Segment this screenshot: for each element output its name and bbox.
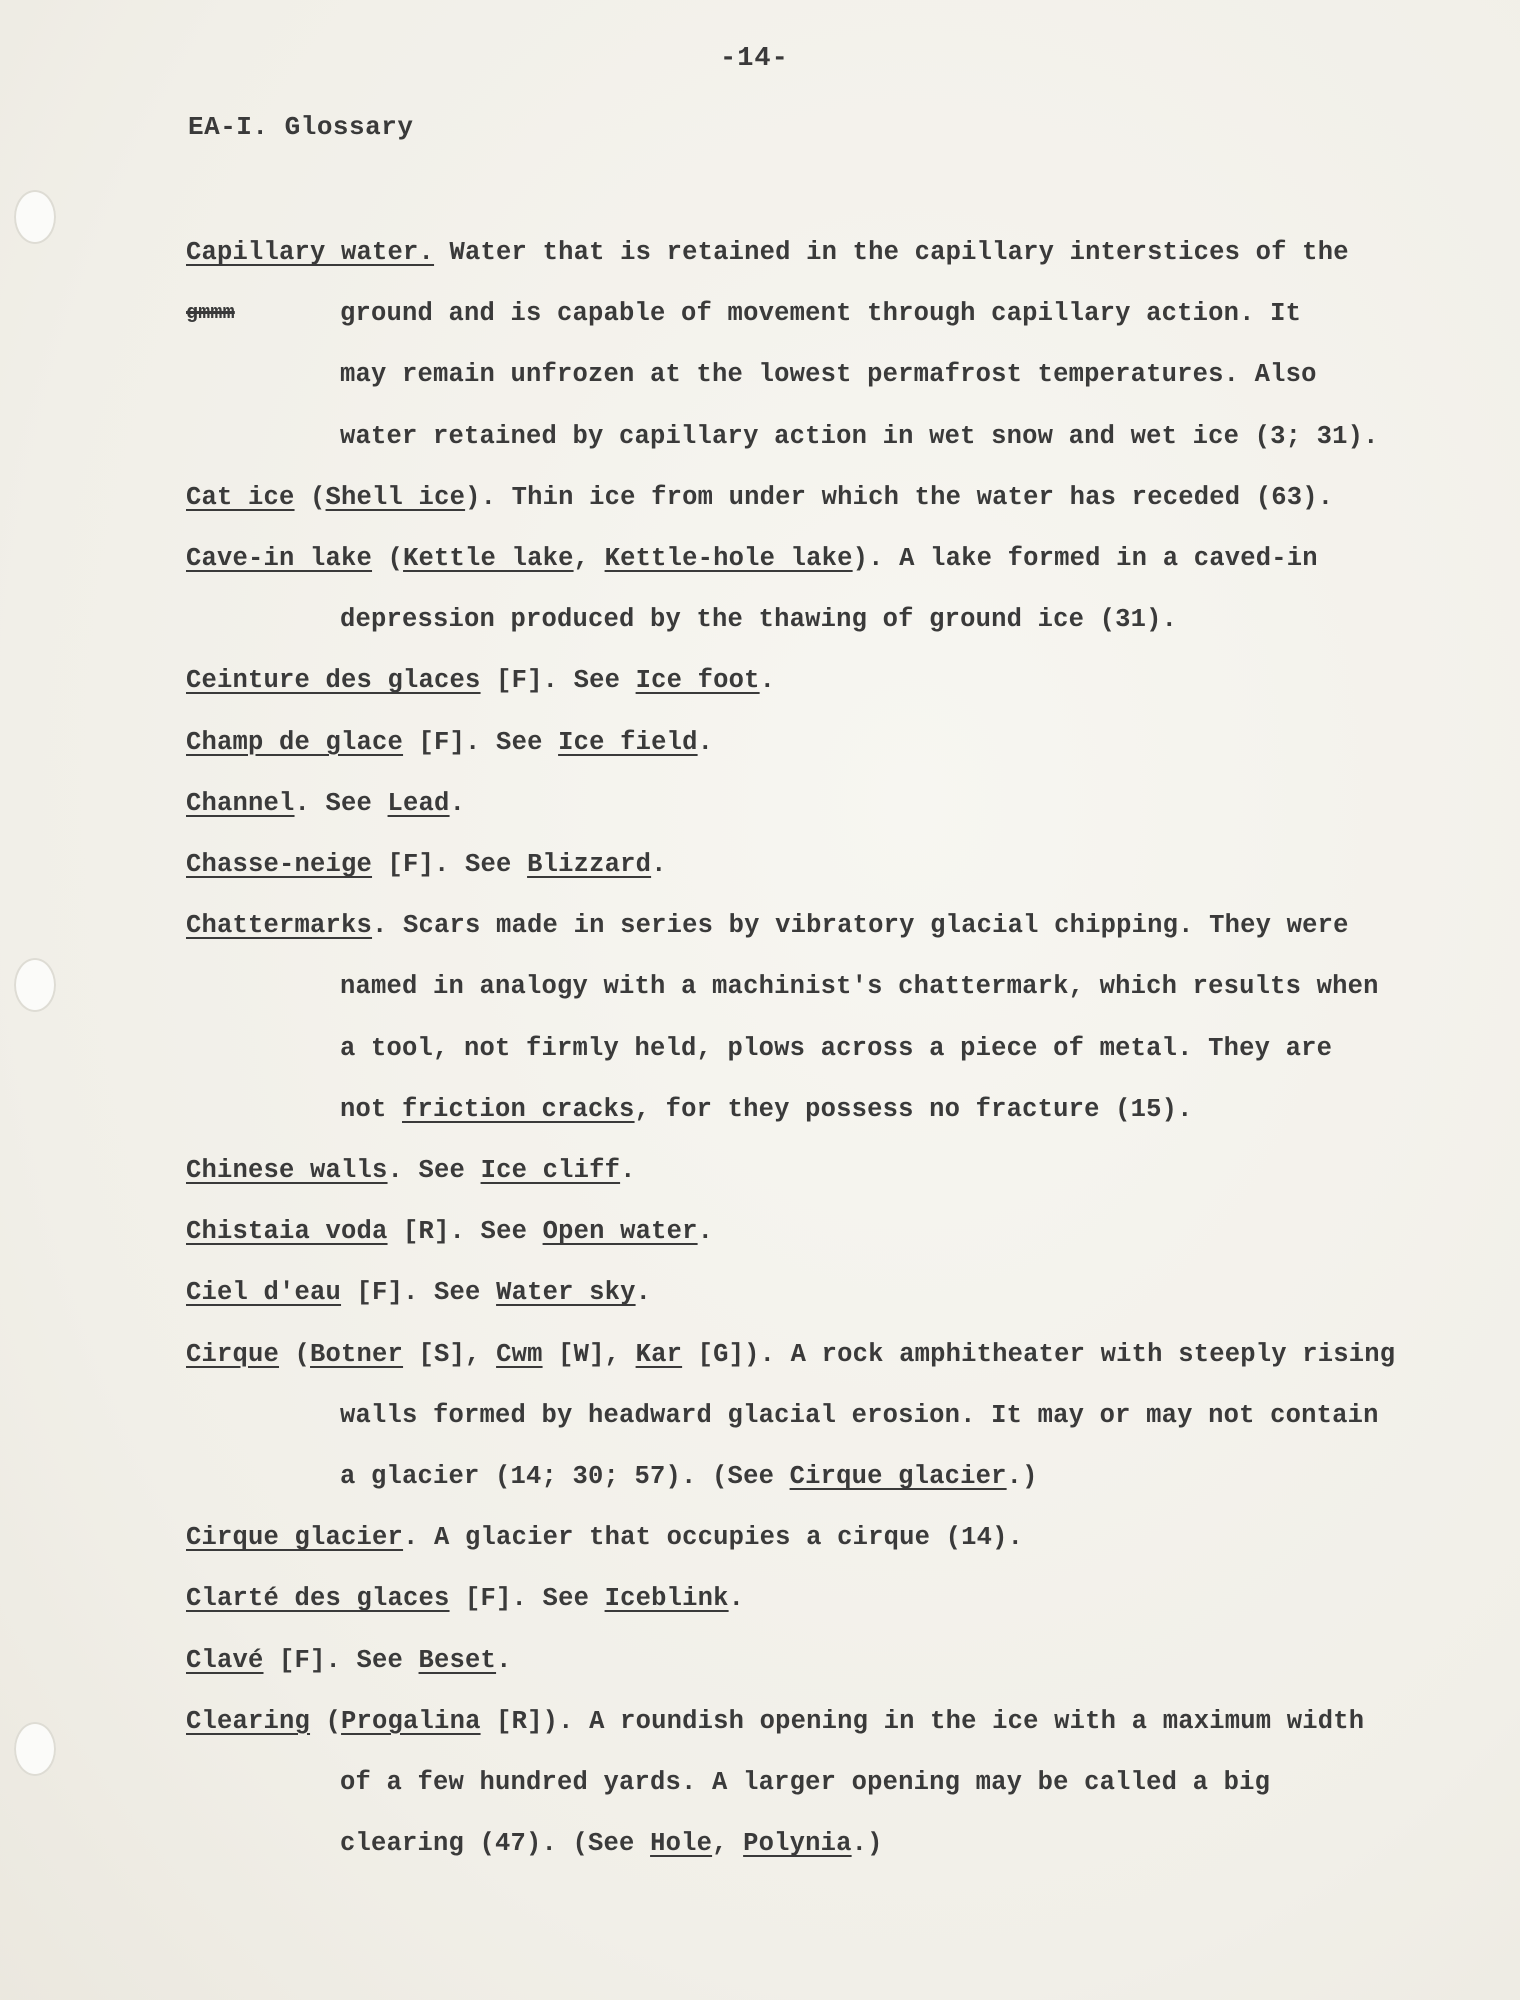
entry-capillary-water: Capillary water. Water that is retained in the capillary interstices of the gmmm ground and is capable of movement through capillary action. It may remain unfrozen at the lowest permafrost temperatures. Also water retained by capillary action in wet snow and wet ice (3; 31). bbox=[186, 238, 1379, 451]
entry-synonym: Botner bbox=[310, 1339, 404, 1369]
entry-reference: Cirque glacier bbox=[789, 1462, 1007, 1492]
entry-term: Cat ice bbox=[186, 482, 295, 512]
struck-text: gmmm bbox=[186, 302, 235, 326]
entry-chistaia-voda: Chistaia voda [R]. See Open water. bbox=[186, 1217, 714, 1247]
entry-term: Clearing bbox=[186, 1706, 311, 1736]
entry-clearing: Clearing (Progalina [R]). A roundish opening in the ice with a maximum width of a few hundred yards. A larger opening may be called a big clearing (47). (See Hole, Polynia.) bbox=[186, 1706, 1365, 1859]
entry-term: Chistaia voda bbox=[186, 1217, 388, 1247]
entry-term: Chinese walls bbox=[186, 1156, 388, 1186]
entry-reference: Iceblink bbox=[604, 1584, 729, 1614]
punch-hole bbox=[14, 1722, 56, 1776]
entry-champ-de-glace: Champ de glace [F]. See Ice field. bbox=[186, 727, 714, 757]
entry-reference: Water sky bbox=[496, 1278, 636, 1308]
entry-ceinture-des-glaces: Ceinture des glaces [F]. See Ice foot. bbox=[186, 666, 776, 696]
entry-reference: Open water bbox=[542, 1217, 698, 1247]
entry-reference: Polynia bbox=[743, 1829, 852, 1859]
punch-hole bbox=[14, 190, 56, 244]
entry-term: Champ de glace bbox=[186, 727, 404, 757]
entry-cat-ice: Cat ice (Shell ice). Thin ice from under which the water has receded (63). bbox=[186, 482, 1334, 512]
entry-term: Chasse-neige bbox=[186, 850, 373, 880]
entry-term: Clavé bbox=[186, 1645, 264, 1675]
entry-chasse-neige: Chasse-neige [F]. See Blizzard. bbox=[186, 850, 667, 880]
punch-hole bbox=[14, 958, 56, 1012]
entry-synonym: Progalina bbox=[341, 1706, 481, 1736]
glossary-entries bbox=[186, 222, 1416, 1874]
entry-synonym: Kettle lake bbox=[403, 544, 574, 574]
entry-clarte-des-glaces: Clarté des glaces [F]. See Iceblink. bbox=[186, 1584, 745, 1614]
entry-term: Ceinture des glaces bbox=[186, 666, 481, 696]
entry-reference: Blizzard bbox=[527, 850, 652, 880]
entry-reference: Ice foot bbox=[635, 666, 760, 696]
entry-ciel-d-eau: Ciel d'eau [F]. See Water sky. bbox=[186, 1278, 652, 1308]
entry-term: Cave-in lake bbox=[186, 544, 373, 574]
entry-reference: Beset bbox=[418, 1645, 497, 1675]
entry-reference: friction cracks bbox=[402, 1094, 635, 1124]
entry-term: Clarté des glaces bbox=[186, 1584, 450, 1614]
entry-term: Chattermarks bbox=[186, 911, 373, 941]
entry-term: Cirque bbox=[186, 1339, 280, 1369]
entry-reference: Hole bbox=[650, 1829, 713, 1859]
entry-term: Channel bbox=[186, 788, 295, 818]
entry-reference: Lead bbox=[387, 788, 450, 818]
entry-cave-in-lake: Cave-in lake (Kettle lake, Kettle-hole lake). A lake formed in a caved-in depression produced by the thawing of ground ice (31). bbox=[186, 544, 1318, 635]
page-number: -14- bbox=[720, 44, 789, 74]
entry-reference: Ice field bbox=[558, 727, 698, 757]
entry-synonym: Kar bbox=[635, 1339, 683, 1369]
entry-cirque-glacier: Cirque glacier. A glacier that occupies a cirque (14). bbox=[186, 1523, 1024, 1553]
entry-synonym: Cwm bbox=[496, 1339, 543, 1369]
entry-reference: Ice cliff bbox=[480, 1156, 621, 1186]
entry-chinese-walls: Chinese walls. See Ice cliff. bbox=[186, 1156, 636, 1186]
entry-term: Cirque glacier bbox=[186, 1523, 404, 1553]
entry-clave: Clavé [F]. See Beset. bbox=[186, 1645, 512, 1675]
entry-term: Ciel d'eau bbox=[186, 1278, 342, 1308]
section-title: EA-I. Glossary bbox=[188, 112, 414, 142]
entry-synonym: Shell ice bbox=[325, 482, 466, 512]
entry-synonym: Kettle-hole lake bbox=[604, 544, 853, 574]
entry-channel: Channel. See Lead. bbox=[186, 788, 466, 818]
entry-term: Capillary water. bbox=[186, 238, 435, 267]
entry-cirque: Cirque (Botner [S], Cwm [W], Kar [G]). A rock amphitheater with steeply rising walls formed by headward glacial erosion. It may or may not contain a glacier (14; 30; 57). (See Cirque glacier.) bbox=[186, 1339, 1396, 1492]
entry-chattermarks: Chattermarks. Scars made in series by vibratory glacial chipping. They were named in analogy with a machinist's chattermark, which results when a tool, not firmly held, plows across a piece of metal. They are not friction cracks, for they possess no fracture (15). bbox=[186, 911, 1379, 1124]
